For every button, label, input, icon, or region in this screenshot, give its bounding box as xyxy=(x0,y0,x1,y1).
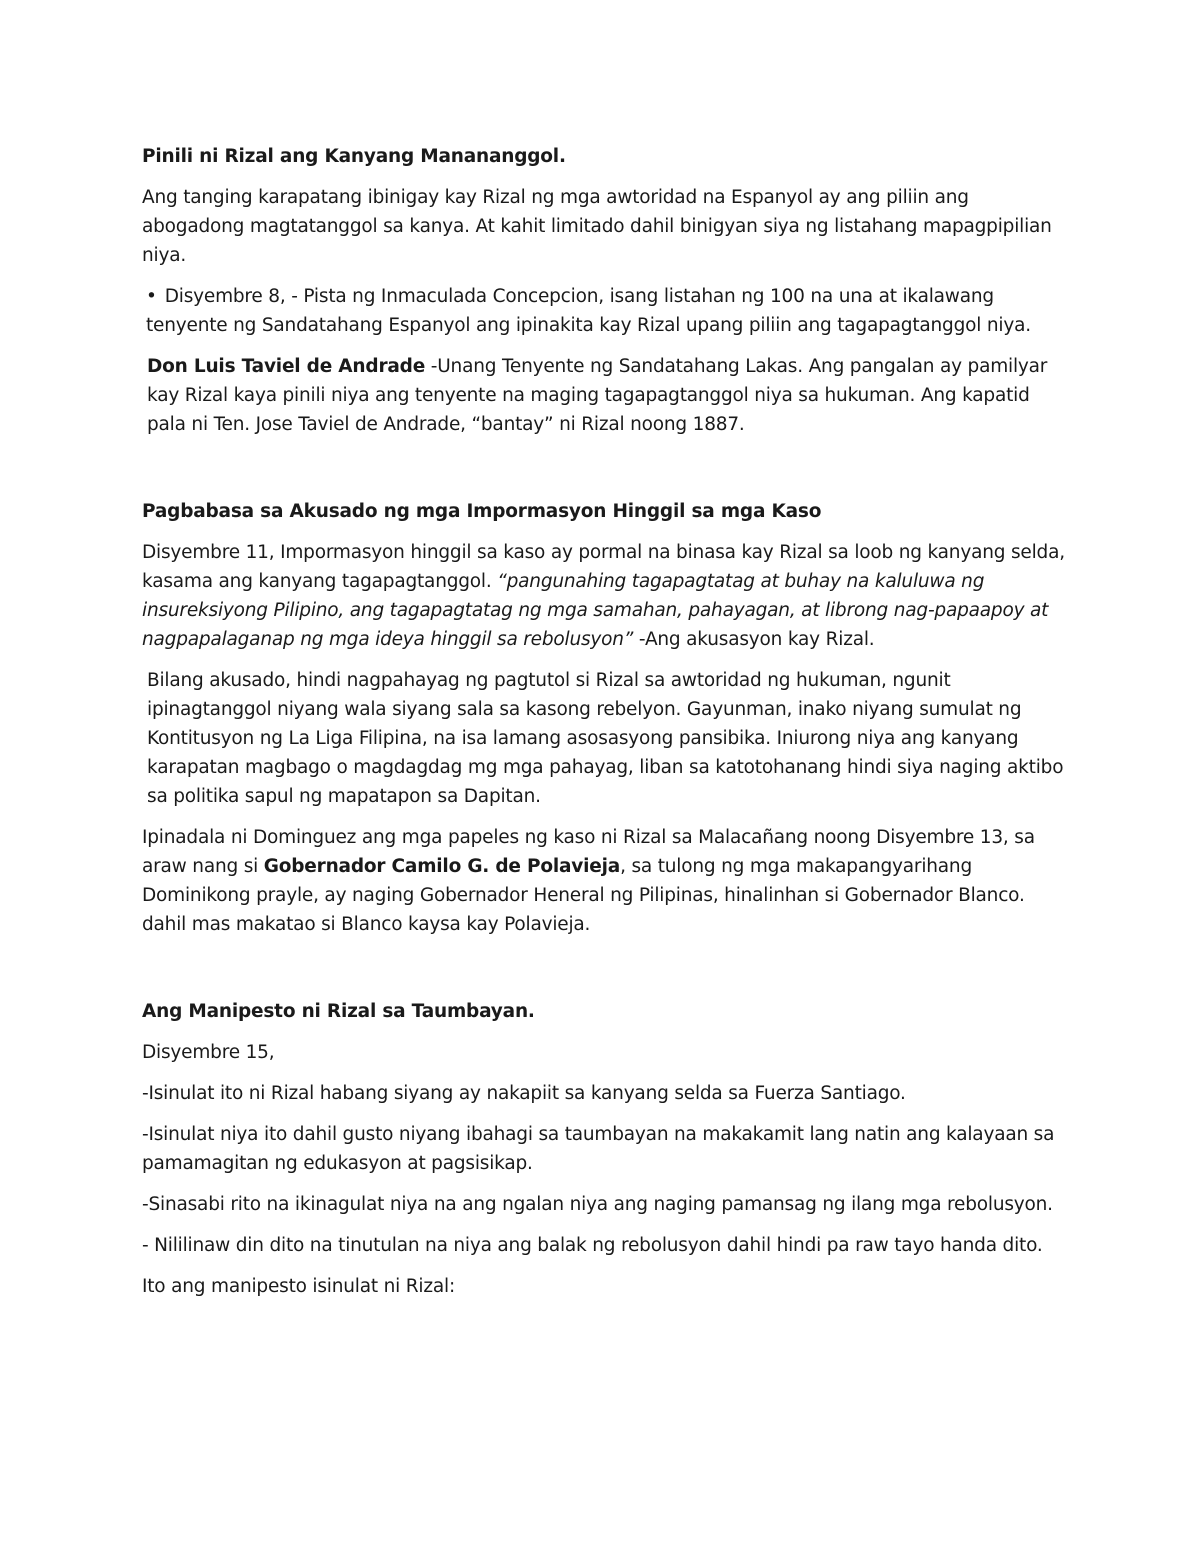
document-page xyxy=(142,142,1072,1301)
paragraph-ipinadala xyxy=(142,823,1072,939)
section-heading-pagbabasa: Pagbabasa sa Akusado ng mga Impormasyon Hinggil sa mga Kaso xyxy=(142,501,822,522)
bullet-text: Disyembre 8, - Pista ng Inmaculada Concepcion, isang listahan ng 100 na una at ikalawang tenyente ng Sandatahang Espanyol ang ipinakita kay Rizal upang piliin ang tagapagtanggol niya. xyxy=(146,286,1031,336)
list-item-sinasabi: -Sinasabi rito na ikinagulat niya na ang ngalan niya ang naging pamansag ng ilang mga rebolusyon. xyxy=(142,1194,1053,1215)
list-item-isinulat-ito: -Isinulat ito ni Rizal habang siyang ay nakapiit sa kanyang selda sa Fuerza Santiago. xyxy=(142,1083,906,1104)
paragraph-closing: Ito ang manipesto isinulat ni Rizal: xyxy=(142,1276,455,1297)
bold-name-don-luis: Don Luis Taviel de Andrade xyxy=(147,356,426,377)
paragraph-karapatan: Ang tanging karapatang ibinigay kay Rizal ng mga awtoridad na Espanyol ay ang piliin ang abogadong magtatanggol sa kanya. At kahit limitado dahil binigyan siya ng listahang mapagpipilian niya. xyxy=(142,187,1052,266)
bullet-item-disyembre-8 xyxy=(142,282,1072,340)
quote-akusasyon: “pangunahing tagapagtatag at buhay na kaluluwa ng insureksiyong Pilipino, ang tagapagtatag ng mga samahan, pahayagan, at librong nag-papaapoy at nagpapalaganap ng mga ideya hinggil sa rebolusyon” xyxy=(142,571,1049,650)
section-heading-manipesto: Ang Manipesto ni Rizal sa Taumbayan. xyxy=(142,1001,535,1022)
paragraph-ipinadala-lead: Ipinadala ni Dominguez ang mga papeles ng kaso ni Rizal sa Malacañang noong Disyembre 13, sa araw nang si xyxy=(142,827,1035,877)
paragraph-ipinadala-tail: , sa tulong ng mga makapangyarihang Dominikong prayle, ay naging Gobernador Heneral ng Pilipinas, hinalinhan si Gobernador Blanco. dahil mas makatao si Blanco kaysa kay Polavieja. xyxy=(142,856,1025,935)
bullet-icon: • xyxy=(146,286,157,307)
paragraph-don-luis-text: -Unang Tenyente ng Sandatahang Lakas. Ang pangalan ay pamilyar kay Rizal kaya pinili niya ang tenyente na maging tagapagtanggol niya sa hukuman. Ang kapatid pala ni Ten. Jose Taviel de Andrade, “bantay” ni Rizal noong 1887. xyxy=(147,356,1048,435)
paragraph-disyembre-11 xyxy=(142,538,1072,654)
list-item-isinulat-niya: -Isinulat niya ito dahil gusto niyang ibahagi sa taumbayan na makakamit lang natin ang kalayaan sa pamamagitan ng edukasyon at pagsisikap. xyxy=(142,1124,1055,1174)
paragraph-disyembre-11-tail: -Ang akusasyon kay Rizal. xyxy=(633,629,875,650)
section-heading-pinili: Pinili ni Rizal ang Kanyang Manananggol. xyxy=(142,146,566,167)
paragraph-bilang-akusado: Bilang akusado, hindi nagpahayag ng pagtutol si Rizal sa awtoridad ng hukuman, ngunit ipinagtanggol niyang wala siyang sala sa kasong rebelyon. Gayunman, inako niyang sumulat ng Kontitusyon ng La Liga Filipina, na isa lamang asosasyong pansibika. Iniurong niya ang kanyang karapatan magbago o magdagdag mg mga pahayag, liban sa katotohanang hindi siya naging aktibo sa politika sapul ng mapatapon sa Dapitan. xyxy=(147,670,1064,807)
bold-name-polavieja: Gobernador Camilo G. de Polavieja xyxy=(263,856,621,877)
list-item-nililinaw: - Nililinaw din dito na tinutulan na niya ang balak ng rebolusyon dahil hindi pa raw tayo handa dito. xyxy=(142,1235,1043,1256)
paragraph-disyembre-15: Disyembre 15, xyxy=(142,1042,275,1063)
paragraph-don-luis xyxy=(142,352,1072,439)
paragraph-disyembre-11-lead: Disyembre 11, Impormasyon hinggil sa kaso ay pormal na binasa kay Rizal sa loob ng kanyang selda, kasama ang kanyang tagapagtanggol. xyxy=(142,542,1065,592)
